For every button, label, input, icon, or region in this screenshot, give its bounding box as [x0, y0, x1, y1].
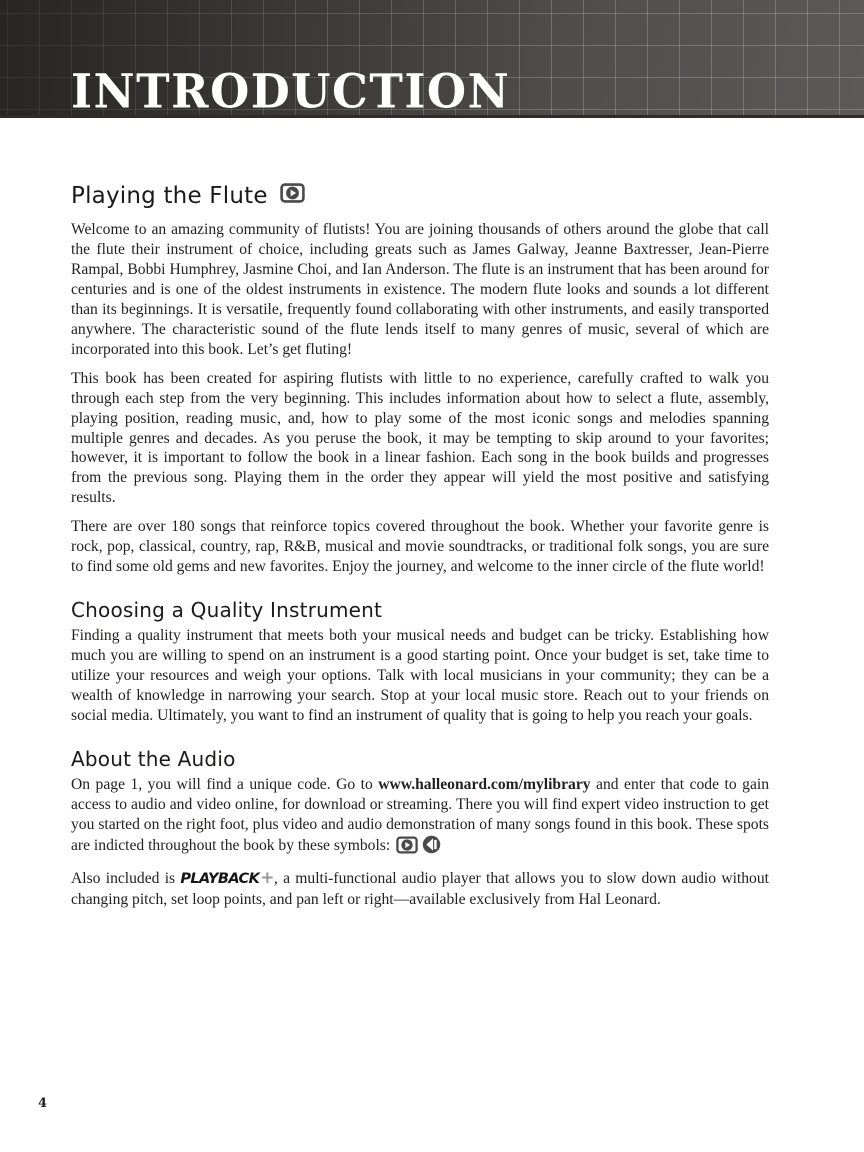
paragraph: This book has been created for aspiring flutists with little to no experience, carefully crafted to walk you through each step from the very beginning. This includes information about how to select a flute, assembly, playing position, reading music, and, how to play some of the most iconic songs and melodies spanning multiple genres and decades. As you peruse the book, it may be tempting to skip around to your favorites; however, it is important to follow the book in a linear fashion. Each song in the book builds and progresses from the previous song. Playing them in the order they appear will yield the most positive and satisfying results. — [71, 369, 769, 507]
paragraph-text: and enter that code to gain access to audio and video online, for download or streaming. There you will find expert video instruction to get you started on the right foot, plus video and audio demonstration of many songs found in this book. These spots are indicted throughout the book by these symbols: — [71, 775, 769, 854]
paragraph-text: , a multi-functional audio player that allows you to slow down audio without changing pitch, set loop points, and pan left or right—available exclusively from Hal Leonard. — [71, 869, 769, 908]
section-heading-label: Playing the Flute — [71, 183, 268, 209]
page-number: 4 — [38, 1096, 48, 1111]
paragraph-audio-access — [71, 775, 769, 860]
video-play-icon — [280, 182, 305, 210]
playback-logo-text: PLAYBACK — [180, 870, 260, 887]
chapter-title: INTRODUCTION — [71, 64, 511, 120]
mylibrary-url-text: www.halleonard.com/mylibrary — [378, 775, 591, 793]
paragraph-playback — [71, 869, 769, 910]
paragraph: Finding a quality instrument that meets both your musical needs and budget can be tricky. Establishing how much you are willing to spend on an instrument is a good starting point. Once your budget is set, take time to utilize your resources and weigh your options. Talk with local musicians in your community; they can be a wealth of knowledge in narrowing your search. Stop at your local music store. Reach out to your friends on social media. Ultimately, you want to find an instrument of quality that is going to help you reach your goals. — [71, 627, 769, 725]
section-heading-choosing-instrument: Choosing a Quality Instrument — [71, 598, 383, 623]
audio-speaker-icon — [422, 835, 441, 860]
section-heading-about-audio: About the Audio — [71, 746, 236, 771]
page-content — [71, 118, 769, 910]
paragraph: There are over 180 songs that reinforce topics covered throughout the book. Whether your favorite genre is rock, pop, classical, country, rap, R&B, musical and movie soundtracks, or traditional folk songs, you are sure to find some old gems and new favorites. Enjoy the journey, and welcome to the inner circle of the flute world! — [71, 518, 769, 576]
video-play-icon — [396, 836, 418, 860]
section-heading-playing-the-flute — [71, 182, 769, 210]
paragraph: Welcome to an amazing community of flutists! You are joining thousands of others around the globe that call the flute their instrument of choice, including greats such as James Galway, Jeanne Baxtresser, Jean-Pierre Rampal, Bobbi Humphrey, Jasmine Choi, and Ian Anderson. The flute is an instrument that has been around for centuries and is one of the oldest instruments in existence. The modern flute looks and sounds a lot different than its beginnings. It is versatile, frequently found collaborating with other instruments, and easily transported anywhere. The characteristic sound of the flute lends itself to many genres of music, several of which are incorporated into this book. Let’s get fluting! — [71, 221, 769, 358]
paragraph-text: Also included is — [71, 869, 181, 887]
paragraph-text: On page 1, you will find a unique code. Go to — [71, 775, 379, 793]
playback-plus-logo — [180, 867, 274, 888]
playback-plus-sign: + — [260, 867, 274, 888]
chapter-banner — [0, 0, 864, 118]
